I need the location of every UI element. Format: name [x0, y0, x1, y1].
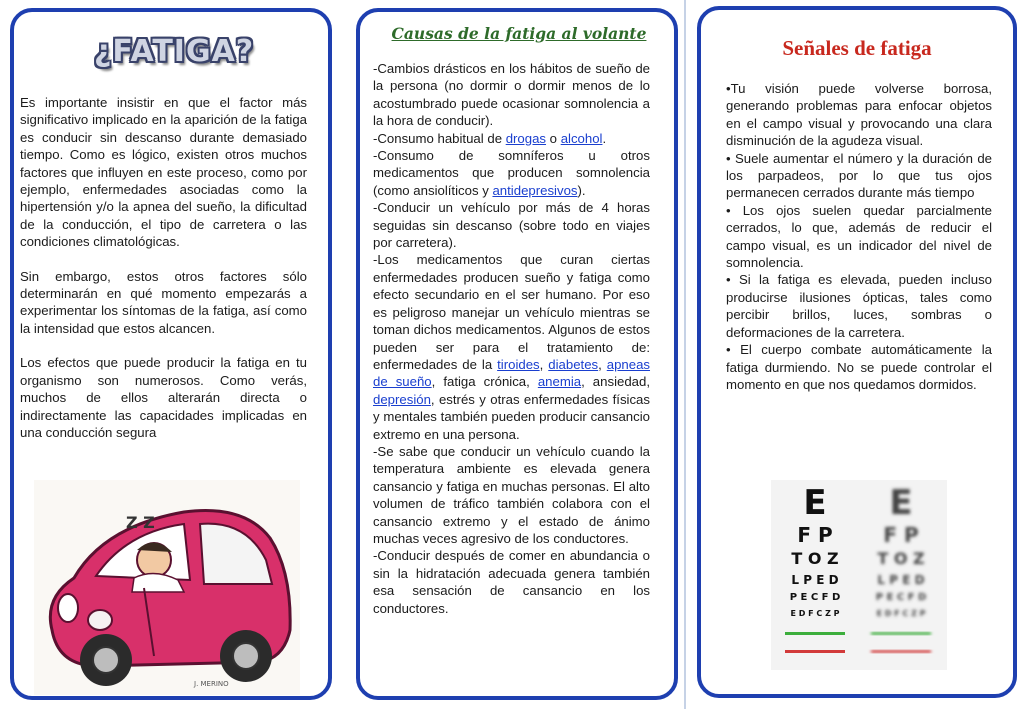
signal-item: • Suele aumentar el número y la duración de los parpadeos, por lo que tus ojos permanecen cerrados durante más tiempo [726, 150, 992, 201]
eye-chart-image [771, 480, 947, 670]
signal-item: •Tu visión puede volverse borrosa, generando problemas para enfocar objetos en el campo visual y provocando una clara disminución de la agudeza visual. [726, 81, 992, 149]
text-run: , [539, 356, 549, 372]
link-alcohol[interactable]: alcohol [560, 130, 603, 146]
cause-item: -Se sabe que conducir un vehículo cuando la temperatura ambiente es elevada genera cansancio y fatiga en muchas personas. El alto volumen de tráfico también colabora con el cansancio extremo y el estado de ánimo muchas veces agresivo de los conductores. [373, 443, 650, 546]
paragraph: Sin embargo, estos otros factores sólo determinarán en qué momento empezarás a experimentar los síntomas de la fatiga, así como la intensidad que estos alcancen. [20, 268, 307, 336]
text-run: , ansiedad, [581, 374, 650, 390]
cause-item [373, 130, 650, 147]
eye-chart-row: P E C F D [875, 592, 927, 603]
eye-chart-row: F P [797, 523, 833, 547]
text-run: -Consumo de somníferos u otros medicamentos que producen somnolencia (como ansiolíticos y [373, 148, 650, 198]
cause-item: -Conducir después de comer en abundancia o sin la hidratación adecuada genera también esa sensación de cansancio en los conductores. [373, 548, 650, 616]
text-run: ). [577, 182, 586, 198]
link-antidepresivos[interactable]: antidepresivos [492, 182, 578, 198]
link-drogas[interactable]: drogas [505, 130, 547, 146]
signal-item: • Los ojos suelen quedar parcialmente cerrados, lo que, además de reducir el campo visual, es un indicador del nivel de somnolencia. [726, 202, 992, 271]
paragraph: Es importante insistir en que el factor más significativo implicado en la aparición de la fatiga es conducir sin descanso durante demasiado tiempo. Como es lógico, existen otros muchos factores que influyen en este proceso, como por ejemplo, enfermedades asociadas como la hipertensión y/o la apnea del sueño, la dificultad de la conducción, el tipo de carretera o las condiciones climatológicas. [20, 95, 307, 250]
panel-senales [697, 6, 1017, 698]
text-run: o [546, 130, 561, 146]
cause-item: -Cambios drásticos en los hábitos de sueño de la persona (no dormir o dormir menos de lo acostumbrado puede ocasionar somnolencia a la hora de conducir). [373, 61, 650, 129]
link-apneas-de-sueno[interactable]: apneas de sueño [373, 356, 651, 390]
text-run: , fatiga crónica, [431, 374, 538, 390]
fold-line [684, 0, 686, 709]
cause-item [373, 147, 650, 199]
text-run: , estrés y otras enfermedades físicas y mentales también pueden producir cansancio extremo en una persona. [373, 391, 650, 442]
eye-chart-row: E D F C Z P [790, 609, 840, 618]
signal-item: • Si la fatiga es elevada, pueden incluso producirse ilusiones ópticas, tales como percibir brillos, luces, sombras o deformaciones de la carretera. [726, 272, 992, 340]
link-diabetes[interactable]: diabetes [548, 356, 599, 372]
eye-chart-row: L P E D [877, 573, 925, 587]
text-run: . [602, 130, 607, 146]
sleeping-driver-car-illustration [34, 480, 300, 695]
eye-chart-row: E [889, 483, 913, 523]
artist-signature: J. MERINO [194, 680, 229, 688]
link-anemia[interactable]: anemia [537, 374, 582, 390]
panel-fatiga [10, 8, 332, 700]
signal-item: • El cuerpo combate automáticamente la fatiga durmiendo. No se puede controlar el momento en que nos quedamos dormidos. [726, 342, 992, 392]
panel-fatiga-text [20, 94, 307, 441]
text-run: -Los medicamentos que curan ciertas enfermedades producen sueño y fatiga como efecto secundario en el ser humano. Por eso es peligroso manejar un vehículo mientras se toman dichos medicamentos. Algunos de estos pueden ser para el tratamiento de: enfermedades de la [373, 252, 650, 372]
eye-chart-row: E D F C Z P [876, 609, 926, 618]
link-depresion[interactable]: depresión [373, 391, 431, 407]
panel-title-causas: Causas de la fatiga al volante [391, 24, 647, 43]
eye-chart-row: T O Z [877, 549, 925, 568]
eye-chart-row: T O Z [791, 549, 839, 568]
eye-chart-row: L P E D [791, 573, 839, 587]
cause-item: -Conducir un vehículo por más de 4 horas seguidas sin descanso (sobre todo en viajes por carretera). [373, 200, 650, 251]
panel-title-fatiga: ¿FATIGA? [94, 34, 255, 69]
text-run: , [598, 356, 607, 372]
eye-chart-row: E [803, 483, 827, 523]
eye-chart-row: F P [883, 523, 919, 547]
paragraph: Los efectos que puede producir la fatiga en tu organismo son numerosos. Como verás, muchos de ellos alterarán directa o indirectamente las capacidades implicadas en una conducción segura [20, 355, 307, 440]
text-run: -Consumo habitual de [373, 130, 506, 146]
eye-chart-row: P E C F D [789, 592, 841, 603]
panel-causas-text [373, 60, 650, 617]
cause-item [373, 251, 650, 442]
panel-title-senales: Señales de fatiga [782, 36, 932, 60]
zz-text: Z Z [126, 513, 155, 532]
panel-senales-text [726, 80, 992, 393]
link-tiroides[interactable]: tiroides [497, 356, 540, 372]
panel-causas [356, 8, 678, 700]
